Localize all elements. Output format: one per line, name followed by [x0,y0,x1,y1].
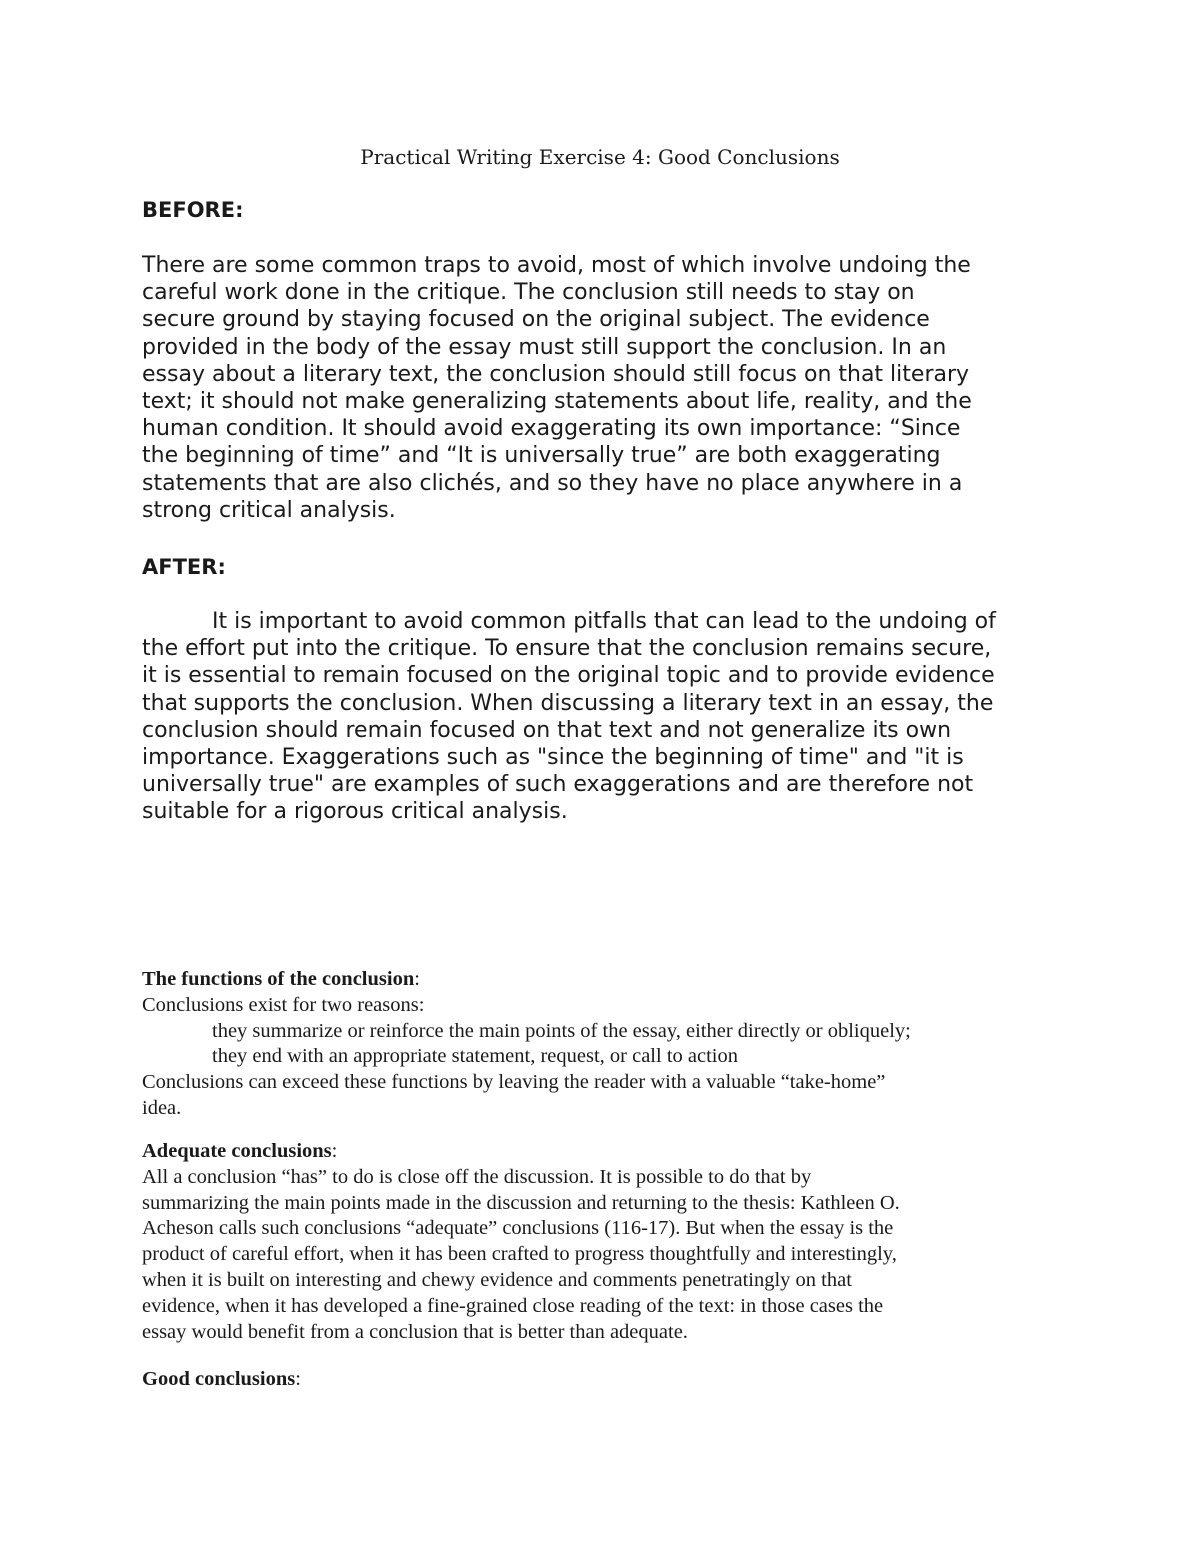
functions-item: they end with an appropriate statement, request, or call to action [212,1045,738,1068]
adequate-line: All a conclusion “has” to do is close off the discussion. It is possible to do that by [142,1165,812,1188]
adequate-heading-line [142,1139,1062,1165]
functions-item: they summarize or reinforce the main points of the essay, either directly or obliquely; [212,1019,911,1042]
heading-colon: : [414,968,420,990]
after-heading: AFTER: [142,555,226,579]
before-paragraph [142,252,1062,524]
paragraph-line: it is essential to remain focused on the original topic and to provide evidence [142,663,995,689]
heading-colon: : [295,1368,301,1390]
paragraph-line: the effort put into the critique. To ensure that the conclusion remains secure, [142,636,992,662]
adequate-line: essay would benefit from a conclusion that is better than adequate. [142,1320,688,1343]
paragraph-line: careful work done in the critique. The conclusion still needs to stay on [142,280,915,306]
paragraph-line: suitable for a rigorous critical analysis. [142,799,568,825]
good-heading: Good conclusions [142,1368,296,1390]
functions-intro: Conclusions exist for two reasons: [142,993,425,1016]
paragraph-line: There are some common traps to avoid, most of which involve undoing the [142,253,971,278]
paragraph-line: strong critical analysis. [142,497,396,523]
paragraph-line: universally true" are examples of such exaggerations and are therefore not [142,772,974,798]
adequate-heading: Adequate conclusions [142,1140,332,1162]
before-heading: BEFORE: [142,198,244,222]
adequate-line: product of careful effort, when it has been crafted to progress thoughtfully and interestingly, [142,1243,897,1266]
paragraph-line: the beginning of time” and “It is universally true” are both exaggerating [142,443,941,469]
adequate-line: when it is built on interesting and chewy evidence and comments penetratingly on that [142,1268,852,1291]
adequate-line: evidence, when it has developed a fine-grained close reading of the text: in those cases the [142,1294,884,1317]
functions-section [142,967,1062,1122]
adequate-section [142,1139,1062,1345]
functions-closing-line: Conclusions can exceed these functions by leaving the reader with a valuable “take-home” [142,1071,886,1094]
good-heading-line [142,1367,1062,1393]
paragraph-line: conclusion should remain focused on that text and not generalize its own [142,717,952,743]
paragraph-line: statements that are also clichés, and so they have no place anywhere in a [142,470,963,496]
document-title: Practical Writing Exercise 4: Good Conclusions [360,145,840,169]
paragraph-line: that supports the conclusion. When discussing a literary text in an essay, the [142,690,994,716]
paragraph-line: secure ground by staying focused on the original subject. The evidence [142,307,930,333]
heading-colon: : [331,1140,338,1162]
functions-closing-line: idea. [142,1096,182,1119]
paragraph-line: text; it should not make generalizing statements about life, reality, and the [142,389,972,415]
paragraph-line: provided in the body of the essay must still support the conclusion. In an [142,334,947,360]
functions-heading-line [142,967,1062,993]
adequate-line: summarizing the main points made in the discussion and returning to the thesis: Kathleen O. [142,1191,900,1214]
paragraph-line: importance. Exaggerations such as "since the beginning of time" and "it is [142,745,964,771]
paragraph-line: human condition. It should avoid exaggerating its own importance: “Since [142,416,961,442]
adequate-line: Acheson calls such conclusions “adequate” conclusions (116-17). But when the essay is the [142,1217,894,1240]
after-paragraph [142,608,1062,826]
functions-heading: The functions of the conclusion [142,968,415,990]
good-section [142,1367,1062,1393]
paragraph-line: It is important to avoid common pitfalls that can lead to the undoing of [212,609,996,634]
paragraph-line: essay about a literary text, the conclusion should still focus on that literary [142,361,970,387]
